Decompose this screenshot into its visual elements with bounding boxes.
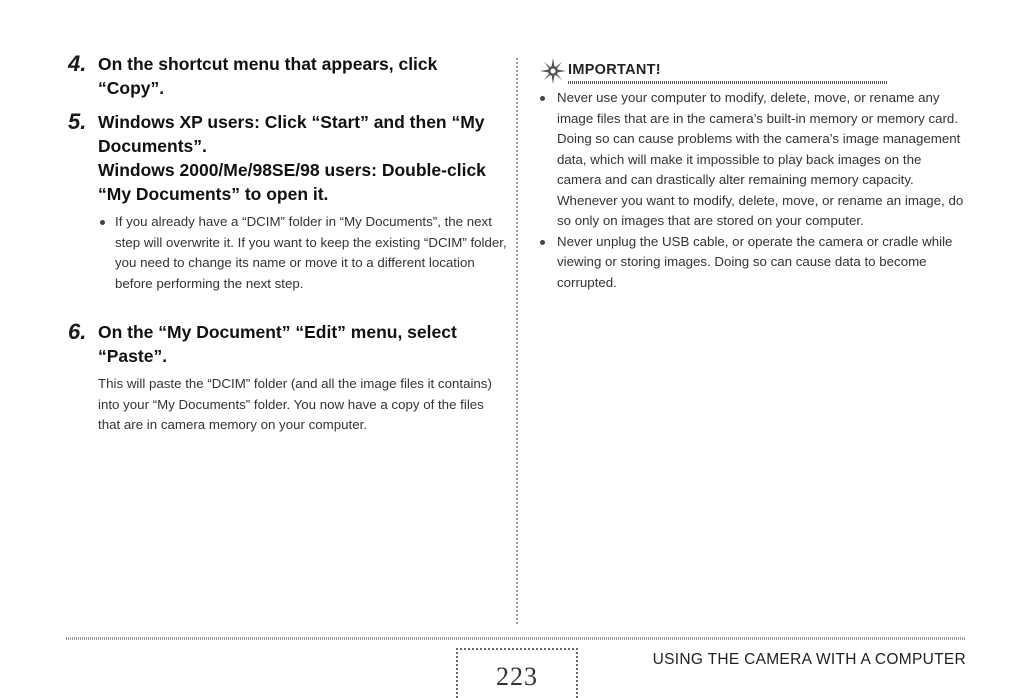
important-bullet-list: [538, 88, 968, 293]
footer-rule: [66, 637, 966, 640]
step-5: [68, 110, 508, 294]
important-underline: [568, 81, 888, 84]
step-title: [98, 110, 508, 206]
bullet-item: Never use your computer to modify, delete, move, or rename any image files that are in the camera’s built-in memory or memory card. Doing so can cause problems with the camera’s image management data, which will make it impossible to play back images on the camera and can drastically alter remaining memory capacity. Whenever you want to modify, delete, move, or rename an image, do so only on images that are stored on your computer.: [538, 88, 968, 232]
step-title-line: “Copy”.: [98, 78, 165, 98]
step-number: 5.: [68, 109, 87, 134]
column-divider: [516, 58, 518, 624]
important-notice: [538, 58, 968, 293]
bullet-item: Never unplug the USB cable, or operate the camera or cradle while viewing or storing images. Doing so can cause data to become corrupted.: [538, 232, 968, 294]
page-number-box: [456, 648, 578, 698]
page-number: 223: [496, 662, 538, 691]
step-body-text: This will paste the “DCIM” folder (and all the image files it contains) into your “My Documents” folder. You now have a copy of the files that are in camera memory on your computer.: [98, 376, 492, 432]
step-title: [98, 52, 508, 100]
step-title: [98, 320, 508, 368]
step-title-line: On the “My Document” “Edit” menu, select: [98, 322, 457, 342]
bullet-item: If you already have a “DCIM” folder in “My Documents”, the next step will overwrite it. If you want to keep the existing “DCIM” folder, you need to change its name or move it to a different location before performing the next step.: [98, 212, 508, 294]
step-number: 6.: [68, 319, 87, 344]
step-6: [68, 320, 508, 436]
important-starburst-icon: [540, 58, 566, 84]
step-bullet-list: [98, 212, 508, 294]
step-title-line: On the shortcut menu that appears, click: [98, 54, 438, 74]
section-title: USING THE CAMERA WITH A COMPUTER: [652, 651, 966, 668]
important-title: IMPORTANT!: [568, 62, 661, 78]
step-title-line: “Paste”.: [98, 346, 168, 366]
step-4: [68, 52, 508, 100]
step-title-line: Windows 2000/Me/98SE/98 users: Double-click “My Documents” to open it.: [98, 160, 486, 204]
important-header: [538, 58, 968, 86]
step-title-line: Windows XP users: Click “Start” and then “My Documents”.: [98, 112, 485, 156]
step-number: 4.: [68, 51, 87, 76]
